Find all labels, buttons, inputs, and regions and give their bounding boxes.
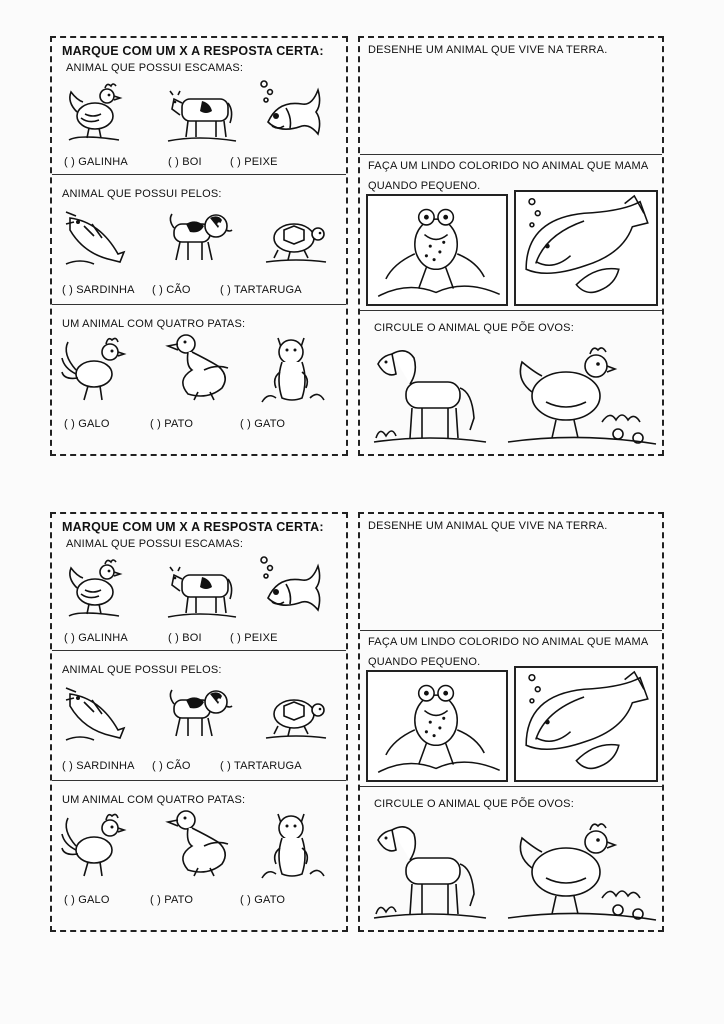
option-peixe[interactable]: ( ) PEIXE bbox=[230, 156, 278, 168]
option-pato[interactable]: ( ) PATO bbox=[150, 894, 194, 906]
option-gato[interactable]: ( ) GATO bbox=[240, 894, 286, 906]
fish-icon[interactable] bbox=[258, 554, 324, 622]
hen-icon[interactable] bbox=[64, 554, 126, 620]
multiple-choice-panel bbox=[50, 36, 348, 456]
turtle-icon[interactable] bbox=[264, 686, 328, 742]
option-tartaruga[interactable]: ( ) TARTARUGA bbox=[220, 760, 302, 772]
section-divider bbox=[52, 304, 346, 305]
option-cao[interactable]: ( ) CÃO bbox=[152, 284, 191, 296]
dog-icon[interactable] bbox=[164, 204, 234, 268]
duck-icon[interactable] bbox=[160, 806, 236, 880]
drawing-area[interactable] bbox=[362, 60, 660, 152]
horse-icon[interactable] bbox=[372, 818, 490, 924]
question-1-prompt: ANIMAL QUE POSSUI ESCAMAS: bbox=[66, 62, 244, 74]
option-sardinha[interactable]: ( ) SARDINHA bbox=[62, 760, 135, 772]
turtle-icon[interactable] bbox=[264, 210, 328, 266]
whale-icon[interactable] bbox=[514, 190, 658, 306]
duck-icon[interactable] bbox=[160, 330, 236, 404]
cow-icon[interactable] bbox=[166, 82, 238, 144]
horse-icon[interactable] bbox=[372, 342, 490, 448]
hen-with-chicks-icon[interactable] bbox=[506, 818, 658, 924]
section-divider bbox=[360, 630, 662, 631]
dog-icon[interactable] bbox=[164, 680, 234, 744]
draw-prompt: DESENHE UM ANIMAL QUE VIVE NA TERRA. bbox=[368, 44, 608, 56]
cat-icon[interactable] bbox=[260, 804, 328, 882]
cow-icon[interactable] bbox=[166, 558, 238, 620]
whale-icon[interactable] bbox=[514, 666, 658, 782]
sardine-icon[interactable] bbox=[64, 204, 130, 270]
question-3-prompt: UM ANIMAL COM QUATRO PATAS: bbox=[62, 318, 246, 330]
option-galo[interactable]: ( ) GALO bbox=[64, 894, 110, 906]
activity-panel bbox=[358, 512, 664, 932]
color-prompt-line-2: QUANDO PEQUENO. bbox=[368, 656, 481, 668]
hen-icon[interactable] bbox=[64, 78, 126, 144]
multiple-choice-panel bbox=[50, 512, 348, 932]
drawing-area[interactable] bbox=[362, 536, 660, 628]
frog-icon[interactable] bbox=[366, 670, 508, 782]
option-tartaruga[interactable]: ( ) TARTARUGA bbox=[220, 284, 302, 296]
worksheet-top bbox=[0, 0, 724, 476]
sardine-icon[interactable] bbox=[64, 680, 130, 746]
option-galinha[interactable]: ( ) GALINHA bbox=[64, 632, 128, 644]
worksheet-bottom bbox=[0, 476, 724, 952]
option-galinha[interactable]: ( ) GALINHA bbox=[64, 156, 128, 168]
question-2-prompt: ANIMAL QUE POSSUI PELOS: bbox=[62, 188, 222, 200]
circle-prompt: CIRCULE O ANIMAL QUE PÕE OVOS: bbox=[374, 798, 574, 810]
option-galo[interactable]: ( ) GALO bbox=[64, 418, 110, 430]
option-pato[interactable]: ( ) PATO bbox=[150, 418, 194, 430]
rooster-icon[interactable] bbox=[60, 810, 128, 880]
question-1-prompt: ANIMAL QUE POSSUI ESCAMAS: bbox=[66, 538, 244, 550]
option-cao[interactable]: ( ) CÃO bbox=[152, 760, 191, 772]
instruction-title: MARQUE COM UM X A RESPOSTA CERTA: bbox=[62, 520, 324, 534]
section-divider bbox=[52, 650, 346, 651]
fish-icon[interactable] bbox=[258, 78, 324, 146]
section-divider bbox=[360, 154, 662, 155]
section-divider bbox=[360, 310, 662, 311]
draw-prompt: DESENHE UM ANIMAL QUE VIVE NA TERRA. bbox=[368, 520, 608, 532]
option-gato[interactable]: ( ) GATO bbox=[240, 418, 286, 430]
option-boi[interactable]: ( ) BOI bbox=[168, 632, 202, 644]
section-divider bbox=[52, 780, 346, 781]
section-divider bbox=[360, 786, 662, 787]
option-boi[interactable]: ( ) BOI bbox=[168, 156, 202, 168]
frog-icon[interactable] bbox=[366, 194, 508, 306]
rooster-icon[interactable] bbox=[60, 334, 128, 404]
hen-with-chicks-icon[interactable] bbox=[506, 342, 658, 448]
question-2-prompt: ANIMAL QUE POSSUI PELOS: bbox=[62, 664, 222, 676]
color-prompt-line-1: FAÇA UM LINDO COLORIDO NO ANIMAL QUE MAMA bbox=[368, 160, 649, 172]
color-prompt-line-1: FAÇA UM LINDO COLORIDO NO ANIMAL QUE MAMA bbox=[368, 636, 649, 648]
section-divider bbox=[52, 174, 346, 175]
circle-prompt: CIRCULE O ANIMAL QUE PÕE OVOS: bbox=[374, 322, 574, 334]
activity-panel bbox=[358, 36, 664, 456]
cat-icon[interactable] bbox=[260, 328, 328, 406]
color-prompt-line-2: QUANDO PEQUENO. bbox=[368, 180, 481, 192]
option-sardinha[interactable]: ( ) SARDINHA bbox=[62, 284, 135, 296]
instruction-title: MARQUE COM UM X A RESPOSTA CERTA: bbox=[62, 44, 324, 58]
question-3-prompt: UM ANIMAL COM QUATRO PATAS: bbox=[62, 794, 246, 806]
option-peixe[interactable]: ( ) PEIXE bbox=[230, 632, 278, 644]
